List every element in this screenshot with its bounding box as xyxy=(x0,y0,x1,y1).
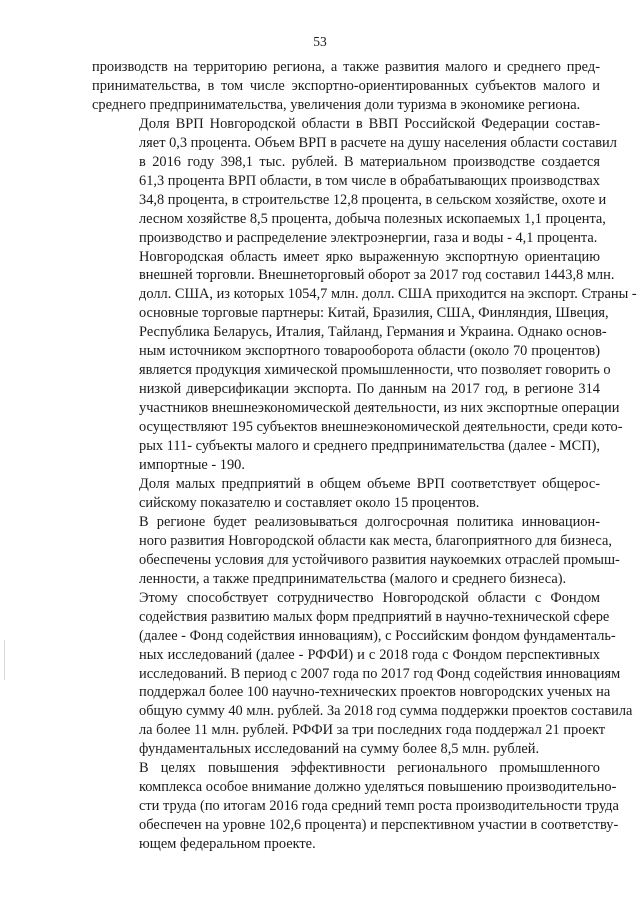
text-line: содействия развитию малых форм предприятий в научно-технической сфере xyxy=(139,608,610,625)
text-line: ющем федеральном проекте. xyxy=(139,836,316,853)
text-line: фундаментальных исследований на сумму более 8,5 млн. рублей. xyxy=(139,741,540,758)
text-line: 61,3 процента ВРП области, в том числе в обрабатывающих производствах xyxy=(139,172,600,189)
paragraph xyxy=(92,513,620,589)
text-line: основные торговые партнеры: Китай, Бразилия, США, Финляндия, Швеция, xyxy=(139,305,609,322)
text-line: производство и распределение электроэнергии, газа и воды - 4,1 процента. xyxy=(139,229,598,246)
text-line: В регионе будет реализовываться долгосрочная политика инновацион- xyxy=(139,513,600,530)
text-line: Доля ВРП Новгородской области в ВВП Российской Федерации состав- xyxy=(139,115,600,132)
paragraph xyxy=(92,58,600,115)
text-line: лесном хозяйстве 8,5 процента, добыча полезных ископаемых 1,1 процента, xyxy=(139,210,606,227)
text-line: рых 111- субъекты малого и среднего предпринимательства (далее - МСП), xyxy=(139,438,600,455)
text-line: принимательства, в том числе экспортно-ориентированных субъектов малого и xyxy=(92,77,600,94)
text-line: общую сумму 40 млн. рублей. За 2018 год сумма поддержки проектов составила xyxy=(139,703,633,720)
document-body xyxy=(92,58,637,854)
text-line: В целях повышения эффективности регионального промышленного xyxy=(139,760,600,777)
text-line: (далее - Фонд содействия инновациям), с Российским фондом фундаменталь- xyxy=(139,627,616,644)
text-line: комплекса особое внимание должно уделяться повышению производительно- xyxy=(139,779,617,796)
text-line: импортные - 190. xyxy=(139,457,245,474)
text-line: исследований. В период с 2007 года по 2017 год Фонд содействия инновациям xyxy=(139,665,621,682)
text-line: низкой диверсификации экспорта. По данным на 2017 год, в регионе 314 xyxy=(139,381,600,398)
page-number: 53 xyxy=(313,34,327,49)
text-line: ляет 0,3 процента. Объем ВРП в расчете на душу населения области составил xyxy=(139,134,617,151)
text-line: сийскому показателю и составляет около 15 процентов. xyxy=(139,494,480,511)
paragraph xyxy=(92,589,633,760)
paragraph xyxy=(92,475,600,513)
text-line: 34,8 процента, в строительстве 12,8 процента, в сельском хозяйстве, охоте и xyxy=(139,191,607,208)
text-line: Этому способствует сотрудничество Новгородской области с Фондом xyxy=(139,589,600,606)
text-line: производств на территорию региона, а также развития малого и среднего пред- xyxy=(92,59,600,75)
text-line: является продукция химической промышленности, что позволяет говорить о xyxy=(139,362,611,379)
text-line: обеспечены условия для устойчивого развития наукоемких отраслей промыш- xyxy=(139,551,620,568)
paragraph xyxy=(92,115,617,248)
text-line: внешней торговли. Внешнеторговый оборот за 2017 год составил 1443,8 млн. xyxy=(139,267,615,284)
text-line: обеспечен на уровне 102,6 процента) и перспективном участии в соответству- xyxy=(139,817,619,834)
text-line: ного развития Новгородской области как места, благоприятного для бизнеса, xyxy=(139,532,612,549)
text-line: ных исследований (далее - РФФИ) и с 2018 года с Фондом перспективных xyxy=(139,646,600,663)
paragraph xyxy=(92,248,637,475)
text-line: Новгородская область имеет ярко выраженную экспортную ориентацию xyxy=(139,248,600,265)
paragraph xyxy=(92,759,619,854)
text-line: поддержал более 100 научно-технических проектов новгородских ученых на xyxy=(139,684,611,701)
text-line: участников внешнеэкономической деятельности, из них экспортные операции xyxy=(139,400,620,417)
text-line: ным источником экспортного товарооборота области (около 70 процентов) xyxy=(139,343,600,360)
text-line: Доля малых предприятий в общем объеме ВРП соответствует общерос- xyxy=(139,475,600,492)
scan-artifact xyxy=(4,640,5,680)
text-line: в 2016 году 398,1 тыс. рублей. В материальном производстве создается xyxy=(139,153,600,170)
text-line: среднего предпринимательства, увеличения доли туризма в экономике региона. xyxy=(92,96,581,113)
text-line: Республика Беларусь, Италия, Тайланд, Германия и Украина. Однако основ- xyxy=(139,324,607,341)
text-line: ла более 11 млн. рублей. РФФИ за три последних года поддержал 21 проект xyxy=(139,722,606,739)
text-line: сти труда (по итогам 2016 года средний темп роста производительности труда xyxy=(139,798,619,815)
text-line: долл. США, из которых 1054,7 млн. долл. США приходится на экспорт. Страны - xyxy=(139,286,637,303)
text-line: осуществляют 195 субъектов внешнеэкономической деятельности, среди кото- xyxy=(139,419,623,436)
text-line: ленности, а также предпринимательства (малого и среднего бизнеса). xyxy=(139,570,567,587)
